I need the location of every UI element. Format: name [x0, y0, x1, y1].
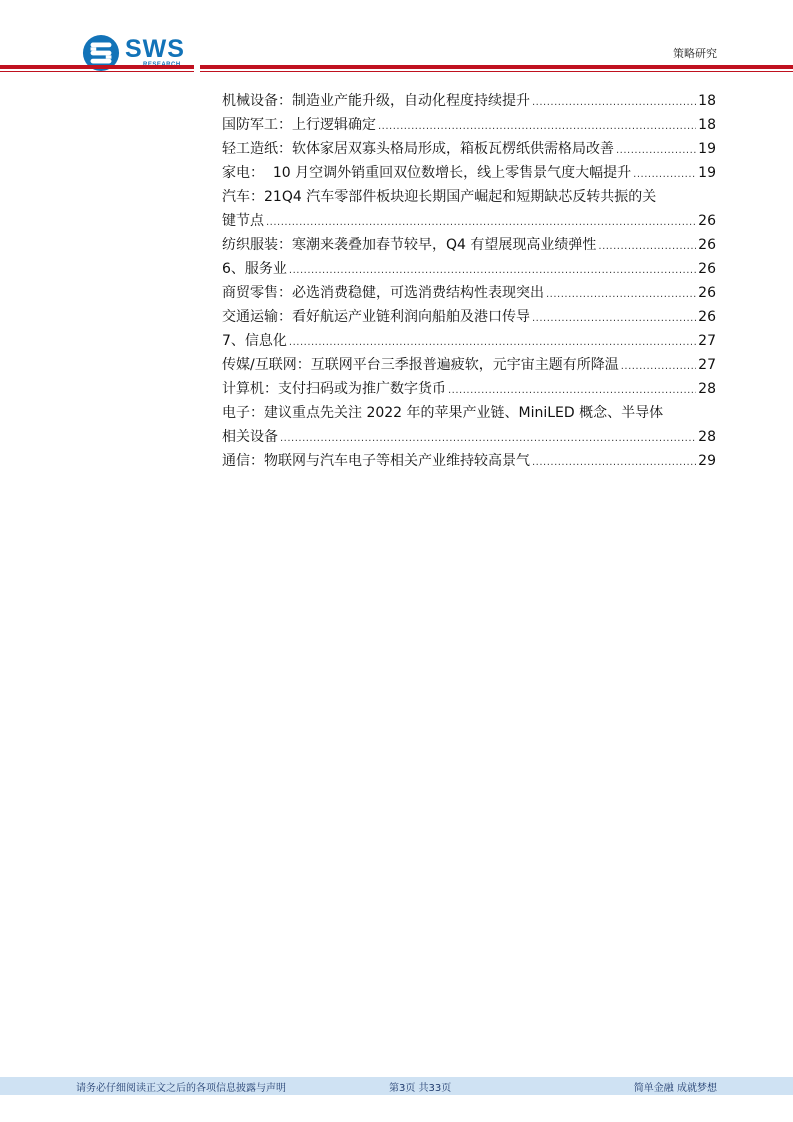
toc-leader-dots [532, 307, 696, 331]
toc-entry-page: 18 [698, 93, 716, 109]
toc-entry[interactable] [222, 353, 716, 377]
toc-leader-dots [448, 379, 696, 403]
toc-entry-title: 交通运输：看好航运产业链利润向船舶及港口传导 [222, 309, 530, 325]
toc-section[interactable] [222, 329, 716, 353]
toc-entry-title: 纺织服装：寒潮来袭叠加春节较早，Q4 有望展现高业绩弹性 [222, 237, 597, 253]
toc-entry-title-continued: 相关设备 [222, 429, 278, 445]
toc-entry[interactable] [222, 305, 716, 329]
toc-entry-page: 26 [698, 261, 716, 277]
toc-leader-dots [616, 139, 696, 163]
toc-leader-dots [280, 427, 696, 451]
toc-entry[interactable] [222, 161, 716, 185]
toc-entry-page: 28 [698, 381, 716, 397]
toc-entry-page: 28 [698, 429, 716, 445]
toc-entry-title: 家电： 10 月空调外销重回双位数增长，线上零售景气度大幅提升 [222, 165, 632, 181]
toc-entry-page: 18 [698, 117, 716, 133]
toc-entry[interactable] [222, 113, 716, 137]
toc-leader-dots [289, 331, 696, 355]
toc-entry-title: 机械设备：制造业产能升级，自动化程度持续提升 [222, 93, 530, 109]
report-category: 策略研究 [673, 47, 717, 60]
header-rule-right [200, 65, 793, 69]
toc-entry[interactable] [222, 449, 716, 473]
toc-section-title: 6、服务业 [222, 261, 287, 277]
toc-entry-title: 汽车：21Q4 汽车零部件板块迎长期国产崛起和短期缺芯反转共振的关 [222, 189, 657, 205]
toc-entry[interactable] [222, 233, 716, 257]
toc-leader-dots [621, 355, 696, 379]
toc-entry-page: 26 [698, 237, 716, 253]
disclaimer-notice: 请务必仔细阅读正文之后的各项信息披露与声明 [76, 1083, 286, 1094]
toc-entry-page: 26 [698, 309, 716, 325]
toc-leader-dots [598, 235, 696, 259]
page-number: 第3页 共33页 [389, 1083, 452, 1094]
toc-section-title: 7、信息化 [222, 333, 287, 349]
table-of-contents [222, 89, 716, 473]
header-rule-left [0, 65, 194, 69]
toc-entry-title: 商贸零售：必选消费稳健，可选消费结构性表现突出 [222, 285, 544, 301]
toc-leader-dots [532, 91, 696, 115]
toc-section[interactable] [222, 257, 716, 281]
toc-entry-page: 26 [698, 213, 716, 229]
slogan: 简单金融 成就梦想 [633, 1083, 717, 1094]
toc-entry[interactable] [222, 281, 716, 305]
toc-leader-dots [266, 211, 696, 235]
toc-entry-title-continued: 键节点 [222, 213, 264, 229]
toc-entry-title: 传媒/互联网：互联网平台三季报普遍疲软，元宇宙主题有所降温 [222, 357, 619, 373]
toc-leader-dots [378, 115, 696, 139]
header-rule-left-thin [0, 71, 194, 72]
toc-entry-page: 19 [698, 141, 716, 157]
header-rule-right-thin [200, 71, 793, 72]
toc-entry-title: 轻工造纸：软体家居双寡头格局形成，箱板瓦楞纸供需格局改善 [222, 141, 614, 157]
toc-leader-dots [546, 283, 696, 307]
toc-entry-title: 通信：物联网与汽车电子等相关产业维持较高景气 [222, 453, 530, 469]
toc-entry-page: 27 [698, 357, 716, 373]
logo-wordmark: SWS [125, 35, 185, 63]
toc-entry-multiline[interactable] [222, 401, 716, 449]
toc-entry-multiline[interactable] [222, 185, 716, 233]
toc-leader-dots [633, 163, 696, 187]
toc-entry-page: 29 [698, 453, 716, 469]
toc-entry-title: 计算机：支付扫码或为推广数字货币 [222, 381, 446, 397]
toc-entry-title: 国防军工：上行逻辑确定 [222, 117, 376, 133]
toc-leader-dots [289, 259, 696, 283]
toc-entry-page: 19 [698, 165, 716, 181]
toc-entry-page: 26 [698, 285, 716, 301]
toc-entry[interactable] [222, 377, 716, 401]
toc-entry[interactable] [222, 89, 716, 113]
toc-entry-page: 27 [698, 333, 716, 349]
toc-entry-title: 电子：建议重点先关注 2022 年的苹果产业链、MiniLED 概念、半导体 [222, 405, 664, 421]
page-footer [0, 1077, 793, 1095]
toc-leader-dots [532, 451, 696, 475]
toc-entry[interactable] [222, 137, 716, 161]
